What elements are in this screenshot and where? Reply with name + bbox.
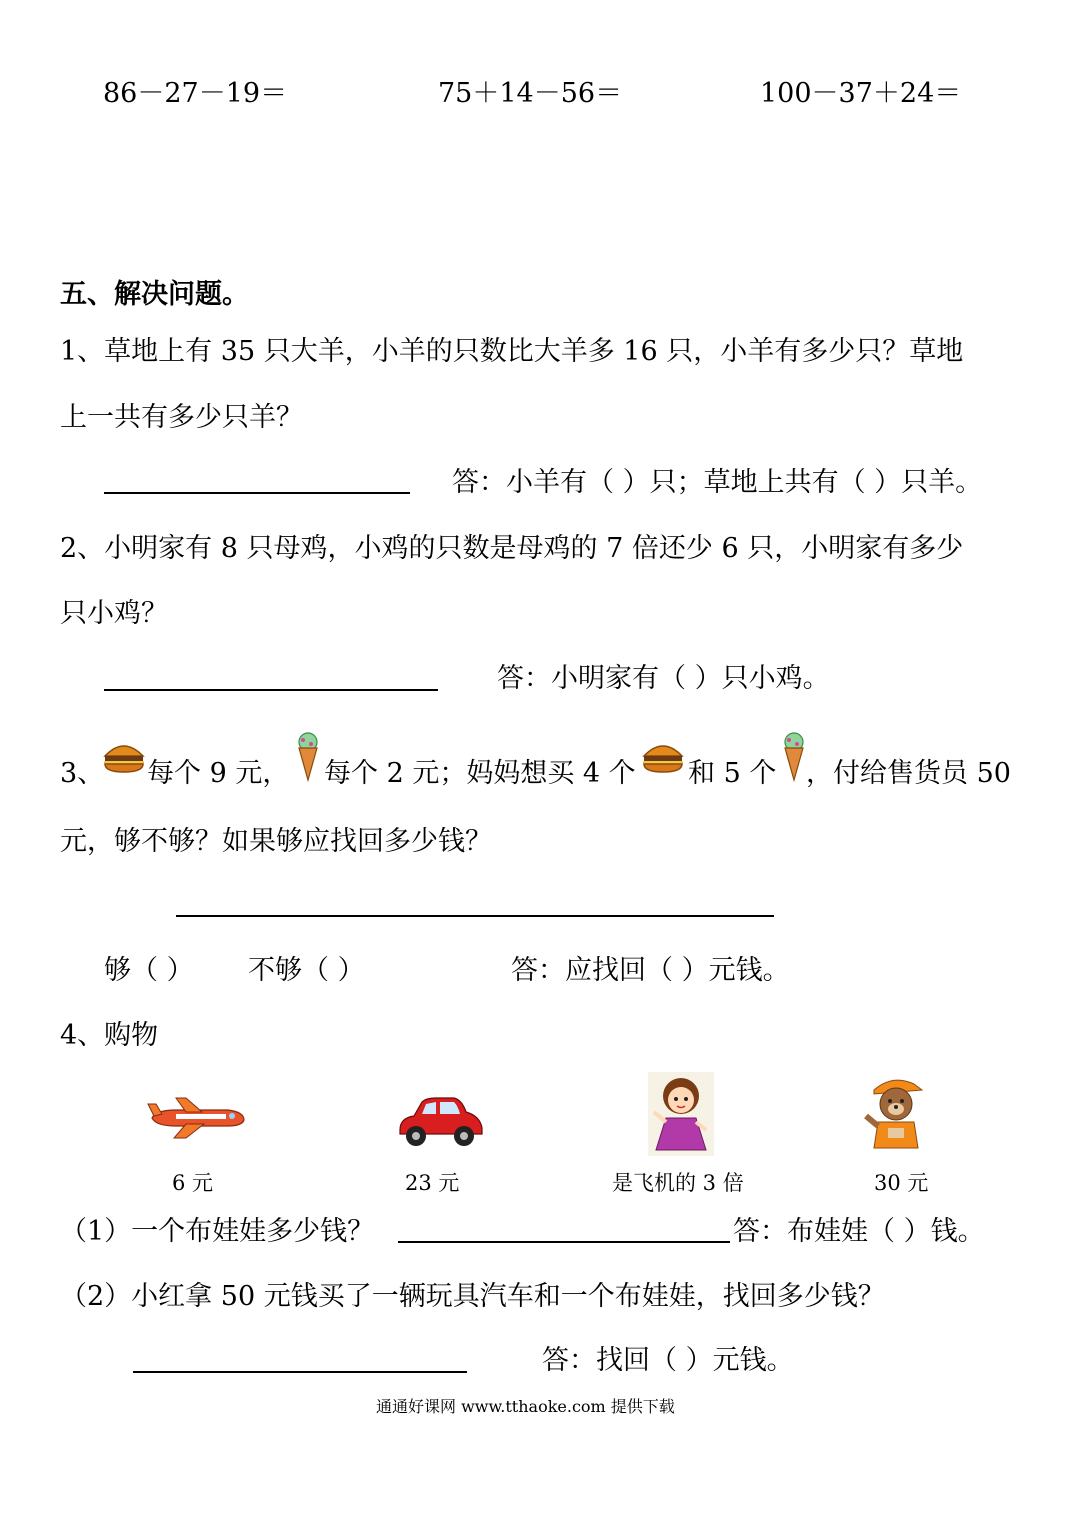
car-price: 23 元 [405, 1171, 460, 1195]
q4-sub1-question: （1）一个布娃娃多少钱？ [60, 1216, 375, 1247]
calc-expression-3: 100－37＋24＝ [760, 78, 962, 109]
q2-answer: 答：小明家有（ ）只小鸡。 [497, 663, 830, 694]
q1-answer: 答：小羊有（ ）只；草地上共有（ ）只羊。 [452, 467, 983, 498]
doll-price: 是飞机的 3 倍 [612, 1171, 744, 1195]
q2-text-line2: 只小鸡？ [60, 598, 168, 629]
calc-expression-2: 75＋14－56＝ [438, 78, 623, 109]
q3-enough-option[interactable]: 够（ ） [104, 955, 194, 986]
q3-not-enough-option[interactable]: 不够（ ） [248, 955, 365, 986]
calc-expression-1: 86－27－19＝ [103, 78, 288, 109]
bear-price: 30 元 [874, 1171, 929, 1195]
hamburger-icon [103, 740, 145, 776]
q3-answer: 答：应找回（ ）元钱。 [511, 955, 790, 986]
q3-text-line2: 元，够不够？如果够应找回多少钱？ [60, 826, 492, 857]
q3-text-part1: 每个 9 元， [147, 758, 290, 789]
q4-title: 4、购物 [60, 1020, 159, 1051]
q1-answer-blank[interactable] [104, 492, 410, 494]
airplane-toy-icon [146, 1096, 246, 1140]
q3-number: 3、 [60, 758, 105, 789]
q4-sub1-answer: 答：布娃娃（ ）钱。 [733, 1216, 985, 1247]
doll-icon [648, 1072, 714, 1156]
ice-cream-icon [780, 732, 808, 782]
q3-text-part2: 每个 2 元；妈妈想买 4 个 [324, 758, 636, 789]
section-title: 五、解决问题。 [60, 279, 249, 310]
footer-text: 通通好课网 www.tthaoke.com 提供下载 [376, 1397, 675, 1416]
q3-answer-blank[interactable] [176, 915, 774, 917]
q4-sub2-question: （2）小红拿 50 元钱买了一辆玩具汽车和一个布娃娃，找回多少钱？ [60, 1281, 885, 1312]
toy-car-icon [396, 1094, 484, 1150]
q4-sub2-answer-blank[interactable] [133, 1371, 467, 1373]
ice-cream-icon [294, 732, 322, 782]
airplane-price: 6 元 [172, 1171, 214, 1195]
hamburger-icon [642, 740, 684, 776]
q2-text-line1: 2、小明家有 8 只母鸡，小鸡的只数是母鸡的 7 倍还少 6 只，小明家有多少 [60, 533, 964, 564]
q3-text-part4: ，付给售货员 50 [806, 758, 1011, 789]
bear-toy-icon [862, 1076, 932, 1152]
q2-answer-blank[interactable] [104, 689, 438, 691]
q4-sub2-answer: 答：找回（ ）元钱。 [542, 1345, 794, 1376]
q3-text-part3: 和 5 个 [688, 758, 777, 789]
q4-sub1-answer-blank[interactable] [398, 1241, 730, 1243]
q1-text-line2: 上一共有多少只羊？ [60, 402, 303, 433]
q1-text-line1: 1、草地上有 35 只大羊，小羊的只数比大羊多 16 只，小羊有多少只？草地 [60, 336, 964, 367]
